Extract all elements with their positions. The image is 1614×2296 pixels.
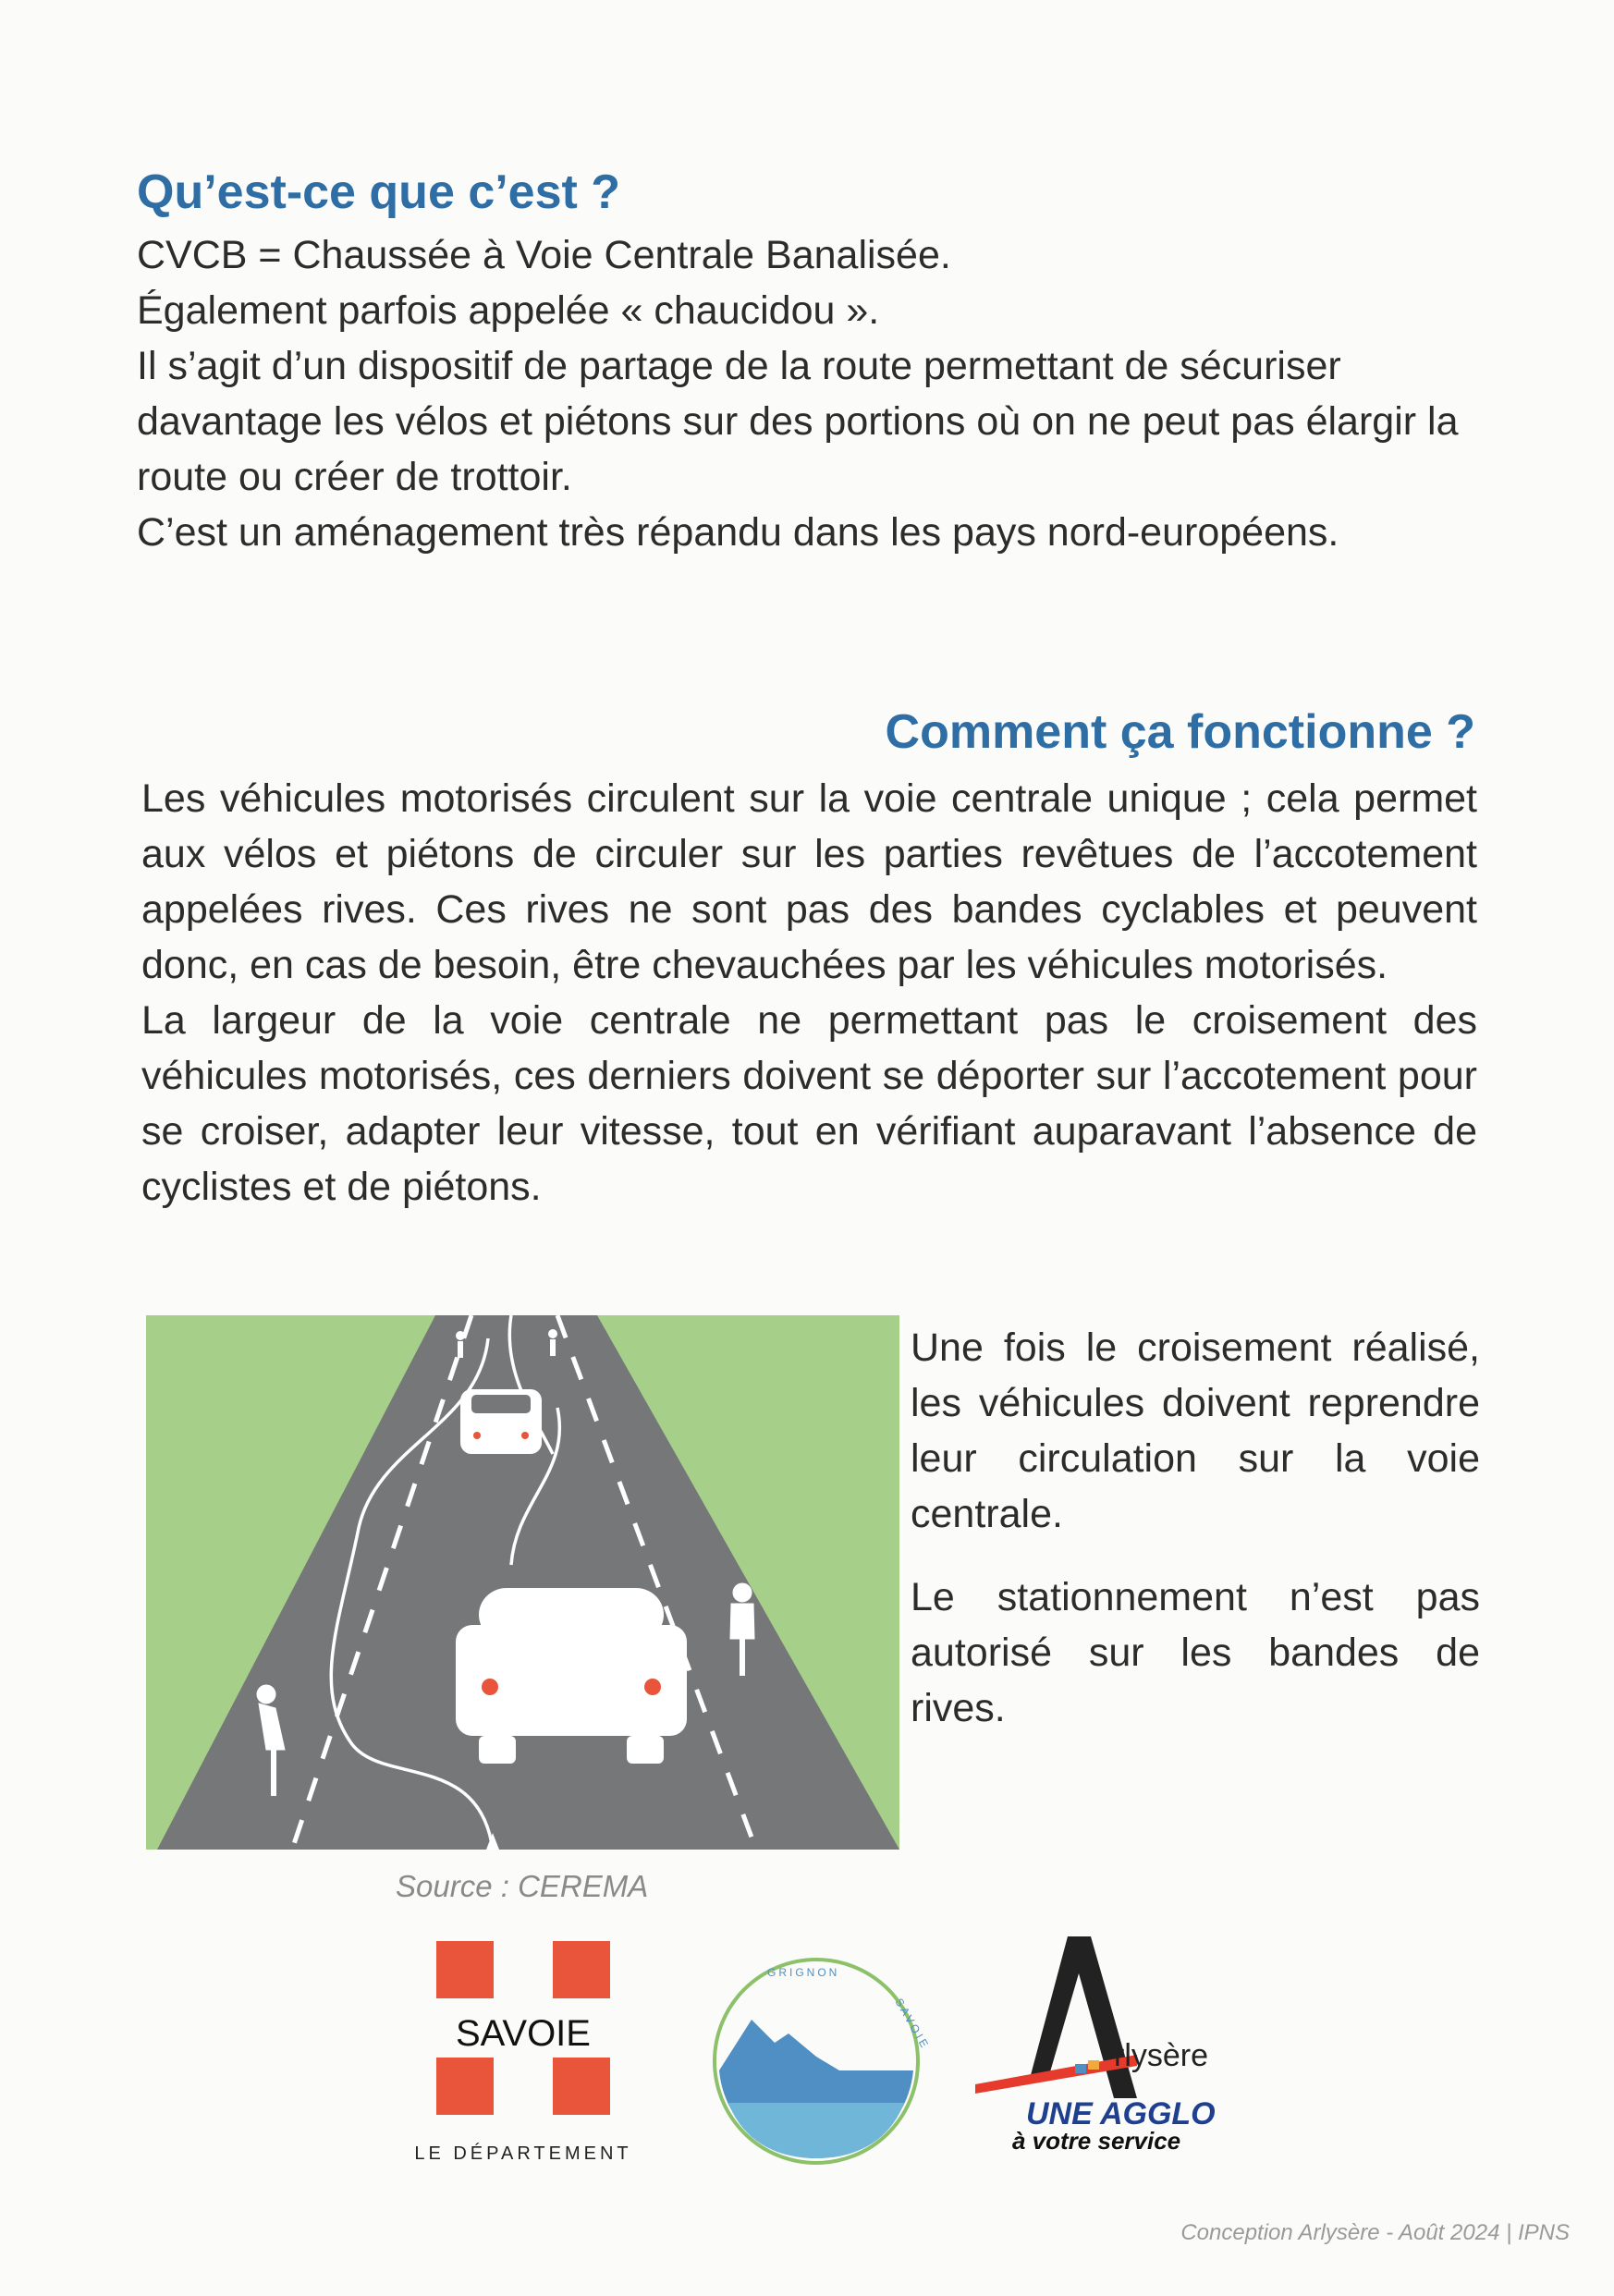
- footer-credit: Conception Arlysère - Août 2024 | IPNS: [1180, 2220, 1570, 2245]
- arlysere-name: rlysère: [1114, 2038, 1209, 2073]
- paragraph: Le stationnement n’est pas autorisé sur les bandes de rives.: [911, 1575, 1480, 1730]
- arlysere-tagline: UNE AGGLO: [1026, 2096, 1216, 2131]
- savoie-subtitle: LE DÉPARTEMENT: [414, 2143, 632, 2164]
- car-far: [460, 1389, 542, 1454]
- paragraph: Une fois le croisement réalisé, les véhicules doivent reprendre leur circulation sur la voie centrale.: [911, 1325, 1480, 1536]
- paragraph: CVCB = Chaussée à Voie Centrale Banalisée.: [137, 233, 951, 277]
- section-how-body: [141, 771, 1477, 1215]
- section-what-body: [137, 227, 1486, 560]
- image-source: Source : CEREMA: [396, 1869, 649, 1903]
- savoie-name: SAVOIE: [456, 2013, 591, 2054]
- grignon-logo: [701, 1932, 932, 2172]
- paragraph: La largeur de la voie centrale ne permettant pas le croisement des véhicules motorisés, ces derniers doivent se déporter sur l’accotement pour se croiser, adapter leur vitesse, tout en vérifiant auparavant l’absence de cyclistes et de piétons.: [141, 998, 1477, 1209]
- grignon-right-text: SAVOIE: [892, 1996, 932, 2053]
- section-title-what: Qu’est-ce que c’est ?: [137, 165, 621, 219]
- paragraph: Il s’agit d’un dispositif de partage de la route permettant de sécuriser davantage les vélos et piétons sur des portions où on ne peut pas élargir la route ou créer de trottoir.: [137, 344, 1459, 499]
- road-diagram: [146, 1315, 899, 1850]
- grignon-top-text: GRIGNON: [767, 1966, 840, 1979]
- savoie-logo: [397, 1941, 662, 2167]
- side-text: [911, 1320, 1480, 1764]
- section-title-how: Comment ça fonctionne ?: [885, 705, 1475, 759]
- paragraph: C’est un aménagement très répandu dans les pays nord-européens.: [137, 510, 1339, 555]
- paragraph: Les véhicules motorisés circulent sur la voie centrale unique ; cela permet aux vélos et piétons de circuler sur les parties revêtues de l’accotement appelées rives. Ces rives ne sont pas des bandes cyclables et peuvent donc, en cas de besoin, être chevauchées par les véhicules motorisés.: [141, 776, 1477, 987]
- paragraph: Également parfois appelée « chaucidou ».: [137, 288, 880, 333]
- arlysere-service: à votre service: [1012, 2127, 1181, 2155]
- arlysere-logo: [975, 1936, 1243, 2163]
